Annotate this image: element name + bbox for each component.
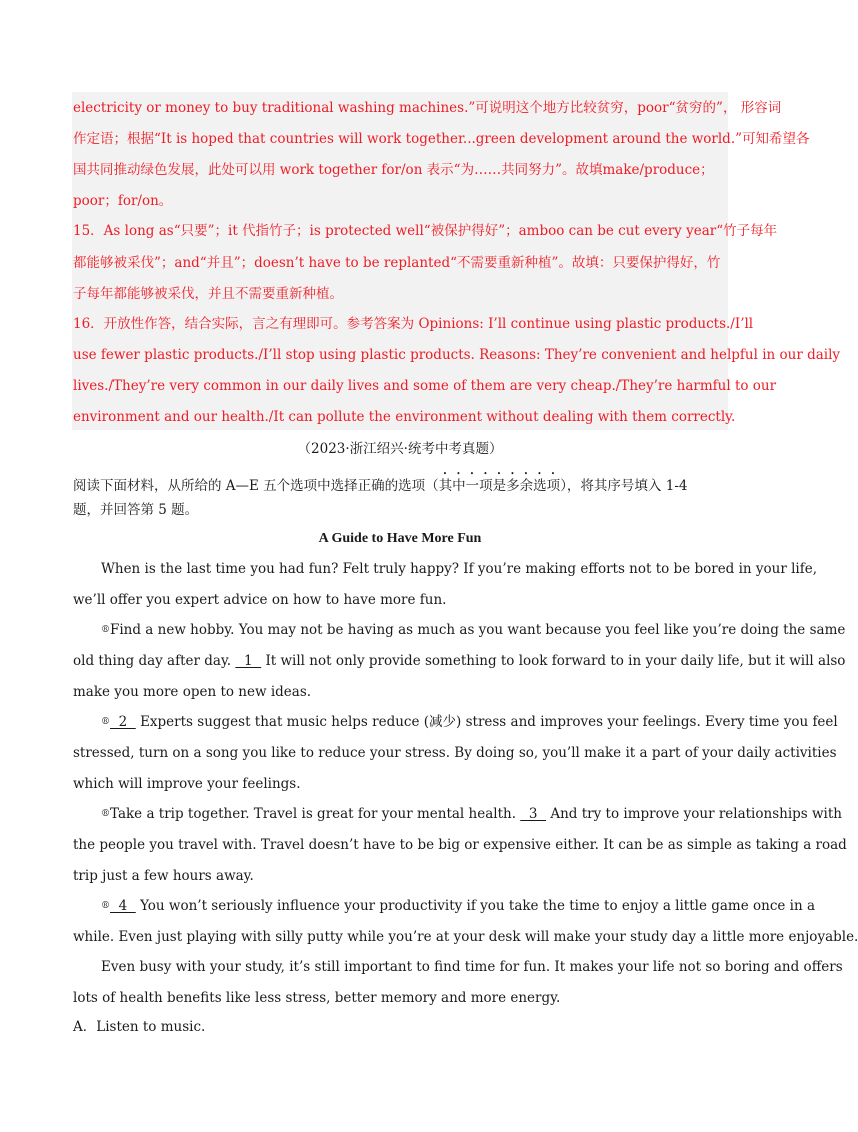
option-a: A．Listen to music. (73, 1019, 206, 1035)
instruction-line-2: 题，并回答第 5 题。 (73, 502, 199, 518)
answer-line-10: lives./They’re very common in our daily lives and some of them are very cheap./They’re harmful to our (73, 378, 777, 394)
paragraph-2-text-a: old thing day after day. (73, 653, 232, 669)
paragraph-6-line-1: Even busy with your study, it’s still important to find time for fun. It makes your life not so boring and offers (101, 959, 843, 975)
instruction-text-2: ），将其序号填入 1-4 (560, 478, 688, 494)
paragraph-6-line-2: lots of health benefits like less stress, better memory and more energy. (73, 990, 561, 1006)
blank-1[interactable]: 1 (235, 653, 262, 669)
paragraph-4-text-a: Take a trip together. Travel is great for your mental health. (110, 806, 516, 822)
paragraph-2-text: Find a new hobby. You may not be having as much as you want because you feel like you’re doing the same (110, 622, 846, 638)
blank-2[interactable]: 2 (110, 714, 136, 730)
answer-line-11: environment and our health./It can pollute the environment without dealing with them correctly. (73, 409, 736, 425)
answer-line-2: 作定语；根据“It is hoped that countries will work together...green development around the world.”可知希望各 (73, 131, 810, 147)
bullet-icon: ® (101, 625, 110, 635)
bullet-icon: ® (101, 717, 110, 727)
paragraph-3-line-2: stressed, turn on a song you like to reduce your stress. By doing so, you’ll make it a part of your daily activities (73, 745, 837, 761)
paragraph-2-text-b: It will not only provide something to look forward to in your daily life, but it will also (265, 653, 846, 669)
answer-line-3: 国共同推动绿色发展，此处可以用 work together for/on 表示“为……共同努力”。故填make/produce； (73, 162, 714, 178)
instruction-emphasis: 其中一项是多余选项 (438, 478, 561, 494)
paragraph-3-line-1 (101, 713, 838, 731)
paragraph-4-line-1 (101, 805, 842, 823)
paragraph-3-text: Experts suggest that music helps reduce (减少) stress and improves your feelings. Every time you feel (140, 714, 838, 730)
bullet-icon: ® (101, 809, 110, 819)
answer-line-6: 都能够被采伐”；and“并且”；doesn’t have to be replanted“不需要重新种植”。故填：只要保护得好，竹 (73, 255, 721, 271)
paragraph-2-line-1 (101, 621, 846, 639)
answer-line-5: 15．As long as“只要”；it 代指竹子；is protected well“被保护得好”；amboo can be cut every year“竹子每年 (73, 223, 778, 239)
paragraph-1-line-2: we’ll offer you expert advice on how to have more fun. (73, 592, 447, 608)
paragraph-5-line-1 (101, 897, 816, 915)
instruction-line-1 (73, 470, 733, 495)
passage-title: A Guide to Have More Fun (318, 531, 482, 546)
answer-line-4: poor；for/on。 (73, 193, 173, 209)
answer-line-1: electricity or money to buy traditional washing machines.”可说明这个地方比较贫穷，poor“贫穷的”， 形容词 (73, 100, 782, 116)
paragraph-5-text: You won’t seriously influence your productivity if you take the time to enjoy a little game once in a (140, 898, 816, 914)
blank-3[interactable]: 3 (520, 806, 547, 822)
blank-4[interactable]: 4 (110, 898, 136, 914)
question-source: （2023·浙江绍兴·统考中考真题） (297, 441, 503, 457)
paragraph-1-line-1: When is the last time you had fun? Felt truly happy? If you’re making efforts not to be bored in your life, (101, 561, 818, 577)
paragraph-4-line-3: trip just a few hours away. (73, 868, 254, 884)
paragraph-3-line-3: which will improve your feelings. (73, 776, 301, 792)
paragraph-4-text-b: And try to improve your relationships with (550, 806, 842, 822)
answer-line-8: 16．开放性作答，结合实际，言之有理即可。参考答案为 Opinions: I’ll continue using plastic products./I’ll (73, 316, 754, 332)
instruction-text-1: 阅读下面材料，从所给的 A—E 五个选项中选择正确的选项（ (73, 478, 439, 494)
answer-line-9: use fewer plastic products./I’ll stop using plastic products. Reasons: They’re convenient and helpful in our daily (73, 347, 841, 363)
bullet-icon: ® (101, 901, 110, 911)
paragraph-2-line-3: make you more open to new ideas. (73, 684, 312, 700)
paragraph-5-line-2: while. Even just playing with silly putty while you’re at your desk will make your study day a little more enjoyable. (73, 929, 858, 945)
paragraph-4-line-2: the people you travel with. Travel doesn’t have to be big or expensive either. It can be as simple as taking a road (73, 837, 847, 853)
paragraph-2-line-2 (73, 652, 846, 670)
answer-line-7: 子每年都能够被采伐，并且不需要重新种植。 (73, 286, 343, 302)
